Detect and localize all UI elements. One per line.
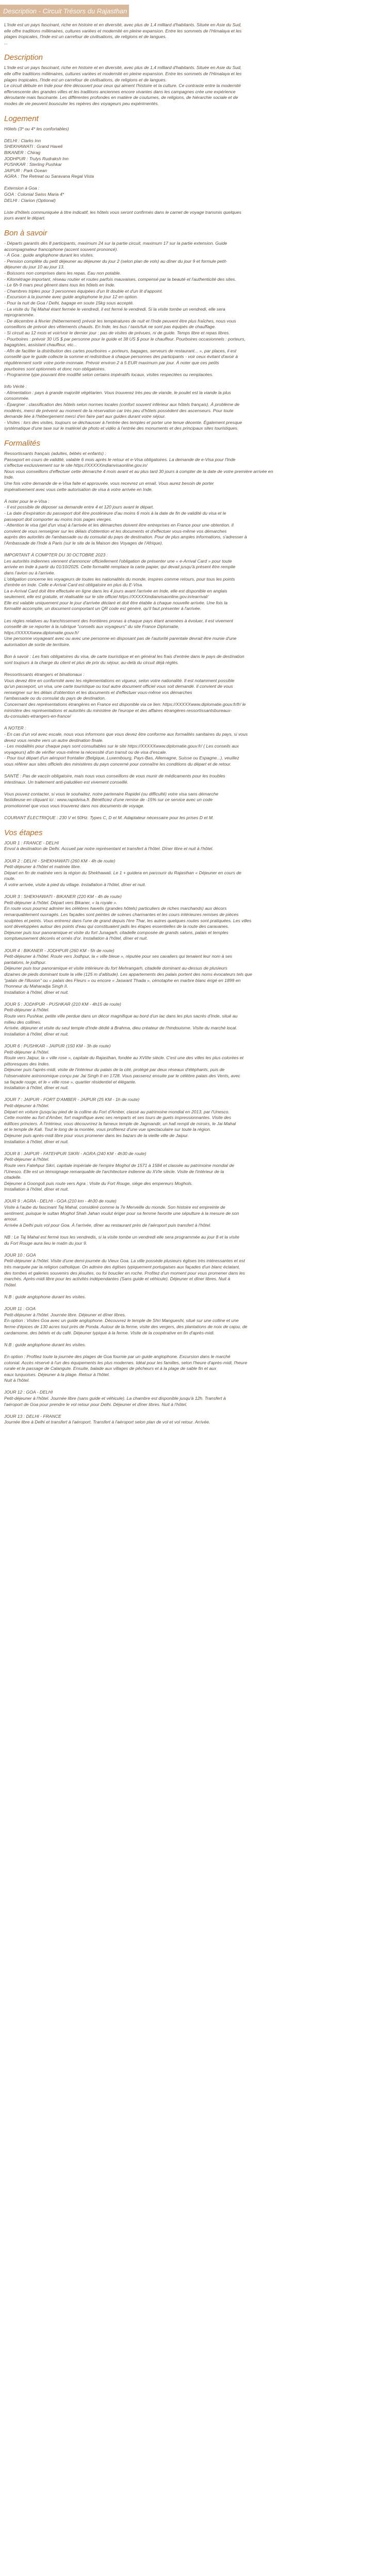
- text-line: Déjeuner puis tour panoramique et visite du fort Junagarh, citadelle composée de grands salons, palais et temples: [4, 929, 229, 935]
- text-line: PUSHKAR : Sterling Pushkar: [4, 162, 62, 167]
- text-line: JOUR 4 : BIKANER - JODHPUR (260 KM - 5h de route): [4, 947, 115, 953]
- text-line: https://XXXXXwww.diplomatie.gouv.fr/: [4, 630, 79, 635]
- banner-title: Description - Circuit Trésors du Rajasthan et extension Goa ***: [3, 7, 190, 15]
- text-line: citadelle.: [4, 1175, 22, 1180]
- text-line: Petit-déjeuner à l'hôtel.: [4, 1049, 50, 1055]
- text-line: Installation à l'hôtel, dîner et nuit.: [4, 1139, 69, 1144]
- text-line: En route vous pourrez admirer les célèbres havelis (grandes hôtels) particuliers de riches marchands) aux décors: [4, 906, 227, 911]
- text-line: remarquablement ouvragés. Les façades sont peintes de scènes charmantes et les cours intérieures remises de pièces: [4, 911, 239, 917]
- text-line: colonial. Accès réservé à l'un des équipements les plus modernes. Idéal pour les familles, selon l'heure d'après-midi, l'heure: [4, 1360, 248, 1365]
- text-line: JOUR 10 : GOA: [4, 1252, 36, 1258]
- text-line: bagagistes, assistant chauffeur, etc...: [4, 342, 77, 348]
- text-block: [4, 840, 387, 1426]
- text-line: JOUR 11 : GOA: [4, 1306, 36, 1312]
- blank-line: [4, 1288, 387, 1294]
- text-line: sentiment, puisque le sultan Moghol Shah Jahan voulut ériger pour sa femme favorite une sépulture à la mesure de son: [4, 1210, 239, 1216]
- text-line: l'ambassade ou du consulat du pays de destination.: [4, 696, 106, 701]
- text-line: Visite à l'aube du fascinant Taj Mahal, considéré comme la 7e Merveille du monde. Son histoire est empreinte de: [4, 1205, 225, 1210]
- text-line: Une personne voyageant avec ou avec une personne en disposant pas de l'autorité parentale devrait être munie d'une: [4, 636, 237, 641]
- text-block: [4, 126, 387, 222]
- text-line: devez vous rendre vers un autre destination finale.: [4, 737, 104, 743]
- text-line: pourboires sont optionnels et donc non obligatoires.: [4, 366, 106, 371]
- text-line: Nous vous conseillons d'effectuer cette démarche 4 mois avant et au plus tard 30 jours à compter de la date de votre première arrivée en: [4, 468, 273, 474]
- text-line: JOUR 3 : SHEKHAWATI - BIKANER (220 KM - 4h de route): [4, 894, 122, 900]
- blank-line: [4, 204, 387, 210]
- text-line: accompagnateur francophone (accent souvent prononcé).: [4, 246, 118, 252]
- blank-line: [4, 1408, 387, 1414]
- blank-line: [4, 1300, 387, 1307]
- text-line: Journée libre à Delhi et transfert à l'aéroport. Transfert à l'aéroport selon plan de vol et vol retour. Arrivée.: [4, 1419, 210, 1425]
- text-line: JOUR 1 : FRANCE - DELHI: [4, 840, 59, 845]
- text-line: - Il est possible de déposer sa demande entre 4 et 120 jours avant le départ.: [4, 504, 154, 510]
- text-line: Petit-déjeuner à l'hôtel. Journée libre (sans guide et véhicule). La chambre est disponible jusqu'à 12h. Transfert à: [4, 1396, 226, 1401]
- text-line: auprès des autorités de l'ambassade ou du consulat du pays de destination. Pour de plus amples informations, s'adresser à: [4, 534, 247, 540]
- blank-line: [4, 1037, 387, 1043]
- text-line: Déjeuner puis l'après-midi, visite de l'intérieur du palais de la cité, protégé par deux réseaux d'éléphants, puis de: [4, 1067, 225, 1073]
- text-line: - Afin de faciliter la distribution des cartes pourboires « porteurs, bagages, serveurs de restaurant... », par places, il est: [4, 348, 237, 353]
- text-line: - Kilométrage important, réseau routier et routes parfois mauvaises, compensé par la beauté et l'authenticité des sites.: [4, 276, 236, 282]
- text-line: d'entrée en Inde. Celle e-Arrival Card est obligatoire en plus du E-Visa.: [4, 582, 143, 588]
- text-line: Nuit à l'hôtel.: [4, 1378, 30, 1383]
- text-line: Info Vérité :: [4, 384, 27, 389]
- text-line: - Pour la nuit de Goa / Delhi, bagage en soute 15kg sous accepté.: [4, 300, 134, 306]
- text-line: - Le 6h-9 mars peut gênent dans tous les hôtels en Inde.: [4, 282, 116, 288]
- text-line: conseillé de se reporter à la rubrique "conseils aux voyageurs" du site France Diplomatie,: [4, 624, 180, 630]
- text-line: Hôtels (3* ou 4* les confortables): [4, 126, 69, 131]
- blank-line: [4, 995, 387, 1002]
- text-line: - Pour tout départ d'un aéroport frontalier (Belgique, Luxembourg, Pays-Bas, Allemagne, Suisse ou Espagne...), veuillez: [4, 755, 239, 761]
- blank-line: [4, 1348, 387, 1354]
- text-line: Route vers Pushkar, petite ville perdue dans un décor magnifique au bord d'un lac dans les plus sacrés d'Inde, situé au: [4, 1013, 238, 1019]
- text-line: passeport doit comporter au moins trois pages vierges.: [4, 516, 112, 522]
- blank-line: [4, 768, 387, 774]
- text-line: ferme d'épices de 130 acres tout près de Ponda. Autour de la ferme, visite des vergers, des plantations de noix de cajou, de: [4, 1324, 248, 1329]
- text-block: [4, 451, 387, 821]
- text-line: JOUR 13 : DELHI - FRANCE: [4, 1413, 61, 1419]
- text-line: Vous pouvez contacter, si vous le souhaitez, notre partenaire Rapidel (ou difficulté) votre visa sans démarche: [4, 791, 219, 796]
- text-line: Cette montée au fort d'Amber, fort magnifique avec ses remparts et ses tours de guets impressionnantes. Visite des: [4, 1115, 231, 1121]
- text-line: et le temple de Kali. Tout le long de la montée, vous profiterez d'une vue spectaculaire sur toute la région.: [4, 1127, 211, 1132]
- section-title: Bon à savoir: [4, 229, 47, 238]
- text-line: En option : Visites Goa avec un guide anglophone. Découvrez le temple de Shri Mangueshi, situé sur une colline et une: [4, 1318, 239, 1324]
- text-line: systématique d'une taxe sur le matériel de photo et vidéo à l'entrée des monuments et des principaux sites touristiques.: [4, 426, 239, 431]
- text-line: Le circuit débute en Inde pour être découvert pour ceux qui aiment l'histoire et la culture. Ce contraste entre la modernité: [4, 83, 241, 89]
- text-line: Route vers Jaipur, la « ville rose », capitale du Rajasthan, fondée au XVIIIe siècle. C'est une des villes les plus colorées et: [4, 1055, 244, 1061]
- text-line: sont développées autour des points d'eau qui constituaient jadis les étapes essentielles de la route des caravanes.: [4, 924, 229, 929]
- text-line: Installation à l'hôtel, dîner et nuit.: [4, 1031, 69, 1037]
- text-line: consommée.: [4, 396, 30, 401]
- blank-line: [4, 1145, 387, 1151]
- text-line: déjeuner du jour 10 au jour 13.: [4, 264, 65, 270]
- text-line: - La visite du Taj Mahal étant fermée le vendredi, il est fermé le vendredi. Si la visite tombe un vendredi, elle sera: [4, 306, 225, 312]
- text-line: Bon à savoir : Les frais obligatoires du visa, de carte touristique et en général les frais d'entrée dans le pays de destination: [4, 654, 245, 659]
- text-block: [4, 65, 387, 107]
- text-line: régulièrement sortir votre porte-monnaie. Prévoir environ 2 à 5 EUR maximum par jour. À noter que ces petits: [4, 360, 219, 365]
- text-line: l'Unesco. Elle est un témoignage remarquable de l'architecture indienne du XVIe siècle. Visite de l'intérieur de la: [4, 1168, 224, 1174]
- text-line: - Si circuit au 12 mois et voir/voir le dernier jour : pas de visites de prévues, ni de guide. Temps libre et repas libres.: [4, 330, 230, 335]
- text-line: Extension à Goa :: [4, 185, 40, 191]
- text-line: vous référer aux sites officiels des ministères du pays concerné pour connaître les conditions du départ et de retour.: [4, 761, 232, 767]
- text-line: Vous devez être en conformité avec les réglementations en vigueur, selon votre nationalité. Il est notamment possible: [4, 677, 235, 683]
- text-line: Départ en voiture (jusqu'au pied de la colline du Fort d'Amber, classé au patrimoine mondial en 2013, par l'Unesco.: [4, 1109, 230, 1114]
- text-line: sa façade rouge, et le « ville rose », quartier résidentiel et élégante.: [4, 1079, 137, 1084]
- blank-line: [4, 852, 387, 858]
- text-line: eaux turquoises. Déjeuner à la plage. Retour à l'hôtel.: [4, 1371, 110, 1377]
- text-line: pantalons, le jodhpur.: [4, 959, 46, 965]
- section-title: Formalités: [4, 439, 41, 448]
- blank-line: [4, 666, 387, 672]
- text-line: Ressortissants français (adultes, bébés et enfants) :: [4, 451, 106, 456]
- blank-line: [4, 132, 387, 138]
- text-line: Départ en fin de matinée vers la région du Shekhawati. Le 1 + guidera en parcourir du Rajasthan « Déjeuner en cours de: [4, 870, 241, 875]
- text-line: - Alimentation : pays à grande majorité végétarien. Vous trouverez très peu de viande, le poulet est la viande la plus: [4, 389, 231, 395]
- text-line: l'aéroport de Goa pour prendre le vol retour pour Delhi. Déjeuner et dîner libres. Nuit à l'hôtel.: [4, 1401, 187, 1407]
- text-line: amour.: [4, 1216, 18, 1222]
- text-line: somptueusement décorés et ornés d'or. Installation à l'hôtel, dîner et nuit.: [4, 936, 148, 941]
- text-line: l'observatoire astronomique conçu par Jai Singh II en 1728. Vous passerez ensuite par le célèbre palais des Vents, avec: [4, 1073, 240, 1078]
- text-line: Les autorités indiennes viennent d'annoncer officiellement l'obligation de présenter une « e-Arrival Card » pour toute: [4, 558, 232, 564]
- text-line: Déjeuner puis après-midi libre pour vous promener dans les bazars de la vieille ville de Jaipur.: [4, 1132, 189, 1138]
- text-line: reprogrammée.: [4, 312, 35, 318]
- text-line: - Chambres triples pour 3 personnes équipées d'un lit double et d'un lit d'appoint.: [4, 288, 163, 294]
- text-line: édifices princiers. À l'intérieur, vous découvrirez la fameux temple de Jagmandir, un hall rempli de miroirs, le Jai Mahal: [4, 1121, 236, 1126]
- text-line: Envol à destination de Delhi. Accueil par notre représentant et transfert à l'hôtel. Dîner libre et nuit à l'hôtel.: [4, 846, 214, 852]
- text-line: des tombes et galeries souvenirs des jésuites, ou foi bouclier en roche. Profitez d'un moment pour vous promener dans les: [4, 1270, 245, 1276]
- text-line: rurale et le passage de Calangute. Ensuite, balade aux villages de pêcheurs et à la plage de sable fin et aux: [4, 1366, 217, 1371]
- text-line: dizaines de pieds dominant toute la ville (125 m d'altitude). Les appartements des palais portent des noms évocateurs tels que: [4, 971, 252, 977]
- text-line: Liste d'hôtels communiquée à titre indicatif, les hôtels vous seront confirmés dans le carnet de voyage transmis quelques: [4, 209, 241, 215]
- blank-line: [4, 180, 387, 186]
- text-line: A NOTER :: [4, 725, 26, 731]
- text-line: - Épargner : classification des hôtels selon normes locales (confort souvent inférieur aux hôtels français). À problème de: [4, 402, 240, 408]
- text-line: Petit-déjeuner à l'hôtel. Départ vers Bikaner, « la royale ».: [4, 900, 118, 905]
- blank-line: [4, 1384, 387, 1390]
- text-line: Installation à l'hôtel, dîner et nuit.: [4, 1085, 69, 1091]
- text-line: - La date d'expiration du passeport doit être postérieure d'au moins 6 mois à la date de fin de validité du visa et le: [4, 510, 226, 516]
- text-line: l'Ambassade de l'Inde à Paris (sur le site de la Maison des Voyages de l'Afrique).: [4, 540, 163, 546]
- text-line: Arrivée à Delhi puis vol pour Goa. À l'arrivée, dîner au restaurant près de l'aéroport puis transfert à l'hôtel.: [4, 1222, 211, 1228]
- blank-line: [4, 612, 387, 618]
- text-line: - Attention le visa (gel d'un visa) à l'arrivée et les démarches doivent être entreprises en France pour une obtention. Il: [4, 522, 234, 528]
- text-line: DELHI : Clarion (Optional): [4, 197, 56, 203]
- text-line: JOUR 12 : GOA - DELHI: [4, 1389, 53, 1395]
- text-line: formalité accomplie, un document comportant un QR code est généré, qu'il faut présenter à l'arrivée.: [4, 606, 202, 612]
- text-line: - Départs garantis dès 8 participants, maximum 24 sur la partie circuit, maximum 17 sur la partie extension. Guide: [4, 241, 227, 246]
- text-line: Installation à l'hôtel, dîner et nuit.: [4, 1187, 69, 1192]
- text-line: qu'un passeport, un visa, une carte touristique ou tout autre document officiel vous soit demandé. Il convient de vous: [4, 684, 233, 689]
- text-line: L'Inde est un pays fascinant, riche en histoire et en diversité, avec plus de 1,4 milliard d'habitants. Située en Asie du Sud,: [4, 22, 242, 27]
- text-line: cardamome, des bétels et du café. Déjeuner typique à la ferme. Visite de la coopérative en fin d'après-midi.: [4, 1330, 215, 1335]
- text-line: - Boissons non comprises dans les repas. Eau non potable.: [4, 270, 121, 276]
- text-line: modes de vie peuvent bousculer les repères des voyageurs peu expérimentés.: [4, 100, 159, 106]
- text-line: Ressortissants étrangers et binationaux :: [4, 672, 85, 677]
- text-line: - À Goa : guide anglophone durant les visites.: [4, 252, 94, 258]
- text-line: - Visites : lors des visites, toujours se déchausser à l'entrée des temples et porter une tenue décente. Également presque: [4, 419, 242, 425]
- text-line: seulement, elle est gratuite, et réalisable sur le site officiel https://XXXXXindianvisaonline.gov.in/earrival/: [4, 594, 208, 600]
- section-title: Logement: [4, 114, 39, 123]
- text-line: - Les modalités pour chaque pays sont consultables sur le site https://XXXXXwww.diplomatie.gouv.fr/ ( Les conseils aux: [4, 743, 239, 749]
- text-line: Déjeuner puis tour panoramique et visite intérieure du fort Mehrangarh, citadelle dominant au-dessus de plusieurs: [4, 965, 227, 971]
- text-line: JAIPUR : Park Ocean: [4, 167, 47, 173]
- text-line: AGRA : The Retreat ou Saravana Regal Vista: [4, 174, 94, 179]
- text-line: ...: [4, 40, 8, 45]
- text-line: - Programme type pouvant être modifié selon certains impératifs locaux, visites respectées ou remplacées.: [4, 372, 214, 378]
- text-line: JODHPUR : Trulys Rudraksh Inn: [4, 156, 69, 161]
- text-line: voyageurs) afin de vérifier vous-même la nécessité d'un transit ou de visa d'escale.: [4, 749, 167, 755]
- text-line: Petit-déjeuner à l'hôtel.: [4, 1157, 50, 1162]
- blank-line: [4, 1193, 387, 1199]
- text-line: elle offre traditions millénaires, cultures variées et modernité en pleine expansion. Entre les sommets de l'Himalaya et les: [4, 28, 242, 33]
- text-line: Petit-déjeuner à l'hôtel.: [4, 1103, 50, 1108]
- text-line: s'effectue exclusivement sur le site https://XXXXXindianvisaonline.gov.in/: [4, 463, 148, 468]
- text-line: N.B : guide anglophone durant les visites.: [4, 1294, 86, 1299]
- text-line: intestinaux. Un traitement anti-paludéen est vivement conseillé.: [4, 779, 128, 785]
- text-line: route.: [4, 876, 15, 882]
- text-line: conseillons de prévoir des vêtements chauds. En Inde, les bus / taxis/tuk ne sont pas équipés de chauffage.: [4, 324, 216, 330]
- text-line: JOUR 8 : JAIPUR - FATEHPUR SIKRI - AGRA (240 KM - 4h30 de route): [4, 1150, 146, 1156]
- text-line: Une fois votre demande de e-Visa faite et approuvée, vous recevrez un email. Vous aurez besoin de porter: [4, 481, 214, 486]
- text-line: Route vers Fatehpur Sikri, capitale impériale de l'empire Moghol de 1571 à 1584 et classée au patrimoine mondial de: [4, 1162, 234, 1168]
- text-line: - Pension complète du petit déjeuner au déjeuner du jour 2 (selon plan de vols) au dîner du jour 9 et formule petit-: [4, 258, 227, 264]
- text-line: DELHI : Clarks Inn: [4, 138, 41, 143]
- text-line: milieu des collines.: [4, 1019, 42, 1025]
- text-line: plages tropicales, l'Inde est un carrefour de civilisations, de religions et de langues.: [4, 77, 167, 82]
- blank-line: [4, 888, 387, 894]
- text-line: - En cas d'un vol avec escale, nous vous informons que vous devez être conforme aux formalités sanitaires du pays, si vous: [4, 731, 248, 737]
- section-title: Description: [4, 53, 43, 62]
- text-line: jours avant le départ.: [4, 215, 46, 221]
- blank-line: [4, 785, 387, 791]
- text-line: sont toujours à la charge du client et plus de prix du séjour, au-delà du circuit déjà réglés.: [4, 659, 179, 665]
- text-line: L'obligation concerne les voyageurs de toutes les nationalités du monde, inspires comme retours, pour tous les points: [4, 576, 235, 582]
- text-line: N.B : guide anglophone durant les visites.: [4, 1342, 86, 1347]
- text-line: du-consulats-etrangers-en-france/: [4, 714, 71, 719]
- text-line: très marquée par la religion catholique. On admire des églises typiquement portugaises aux façades d'un blanc éclatant,: [4, 1264, 240, 1269]
- text-line: convient de vous renseigner sur les délais d'obtention et les documents et d'effectuer vous-même vos démarches: [4, 528, 227, 534]
- text-line: arrivée en Inde à partir du 01/10/2025. Cette formalité remplace la carte papier, qui devait jusqu'à présent être remplie: [4, 564, 236, 570]
- text-line: Déjeuner à Goongoli puis route vers Agra : Visite du Fort Rouge, siège des empereurs Moghols.: [4, 1180, 193, 1186]
- text-line: Petit-déjeuner à l'hôtel.: [4, 1007, 50, 1013]
- text-line: SHEKHAWATI : Grand Haveli: [4, 144, 63, 149]
- text-line: À votre arrivée, visite à pied du village. Installation à l'hôtel, dîner et nuit.: [4, 882, 146, 887]
- text-line: dans l'avion ou à l'arrivée.: [4, 570, 55, 575]
- text-block: [4, 241, 387, 432]
- text-line: COURANT ÉLECTRIQUE : 230 V et 50Hz. Types C, D et M. Adaptateur nécessaire pour les prises D et M.: [4, 815, 214, 821]
- blank-line: [4, 547, 387, 553]
- text-line: effervescente des grandes villes et les traditions anciennes encore vivantes dans les campagnes crée une expérience: [4, 89, 236, 94]
- text-line: - Pourboires : prévoir 30 US $ par personne pour le guide et 38 US $ pour le chauffeur. Pourboires occasionnels : porteurs,: [4, 336, 246, 342]
- text-line: Les règles relatives au franchissement des frontières pronas à chaque pays étant amenées à évoluer, il est vivement: [4, 618, 233, 623]
- text-line: l'honneur du Maharadja Singh II.: [4, 984, 68, 989]
- text-line: SANTÉ : Pas de vaccin obligatoire, mais nous vous conseillons de vous munir de médicaments pour les troubles: [4, 773, 225, 779]
- text-line: Petit-déjeuner à l'hôtel. Journée libre. Déjeuner et dîner libres.: [4, 1312, 126, 1317]
- text-line: JOUR 5 : JODHPUR - PUSHKAR (210 KM - 4h15 de route): [4, 1001, 121, 1007]
- section-title: Vos étapes: [4, 828, 43, 837]
- text-line: promotionnel que vous vous trouverez dans nos documents de voyage.: [4, 803, 144, 809]
- blank-line: [4, 648, 387, 654]
- text-line: JOUR 2 : DELHI - SHEKHAWATI (260 KM - 4h de route): [4, 858, 116, 863]
- blank-line: [4, 1091, 387, 1097]
- text-line: La e-Arrival Card doit être effectuée en ligne dans les 4 jours avant l'arrivée en Inde, elle est disponible en anglais: [4, 588, 227, 594]
- text-line: À noter pour le e-Visa :: [4, 498, 50, 504]
- text-line: Petit-déjeuner à l'hôtel. Route vers Jodhpur, la « ville bleue », réputée pour ses cavaliers qui tenaient leur nom à ses: [4, 954, 233, 959]
- text-line: autorisation de sortie de territoire.: [4, 642, 71, 648]
- text-line: marchés. Après-midi libre pour les activités indépendantes (Sans guide et véhicule). Déjeuner et dîner libres. Nuit à: [4, 1276, 231, 1282]
- blank-line: [4, 942, 387, 948]
- text-line: Arrivée, déjeuner et visite du seul temple d'Inde dédié à Brahma, dieu créateur de l'hindouisme. Visite du marché local.: [4, 1025, 237, 1031]
- text-line: impérativement avec vous cette autorisation de visa à votre arrivée en Inde.: [4, 486, 153, 492]
- text-line: pittoresques des Indes.: [4, 1061, 50, 1066]
- text-line: renseigner sur les délais d'obtention et les documents et d'effectuer vous-même vos démarches: [4, 689, 192, 695]
- text-line: elle offre traditions millénaires, cultures variées et modernité en pleine expansion. Entre les sommets de l'Himalaya et les: [4, 71, 242, 76]
- text-line: Concernant des représentations étrangères en France est disponible via ce lien: https://XXXXXwww.diplomatie.gouv.fr/fr/ le: [4, 701, 246, 707]
- text-line: "palais de l'illusion" ou « palais des Fleurs » ou encore « Jaswant Thada », cénotaphe en marbre blanc érigé en 1899 en: [4, 977, 241, 983]
- text-line: BIKANER : Chirag: [4, 149, 41, 155]
- blank-line: [4, 378, 387, 384]
- blank-line: [4, 809, 387, 816]
- text-line: plages tropicales, l'Inde est un carrefour de civilisations, de religions et de langues.: [4, 34, 167, 40]
- text-line: l'hôtel.: [4, 1282, 17, 1287]
- blank-line: [4, 720, 387, 726]
- text-line: Passeport en cours de validité, valable 6 mois après le retour et e-Visa obligatoires. La demande de e-Visa pour l'Inde: [4, 456, 236, 462]
- text-line: du Fort Rouge aura lieu le matin du jour 9.: [4, 1240, 87, 1246]
- blank-line: [4, 1228, 387, 1234]
- text-line: Petit-déjeuner à l'hôtel et matinée libre.: [4, 864, 81, 870]
- content: [0, 17, 391, 1426]
- text-line: Inde.: [4, 474, 14, 480]
- text-line: modérés, merci de prévenir au moment de la réservation car très peu d'hôtels possèdent des ascenseurs. Pour toute: [4, 408, 234, 413]
- text-line: fastidieuse en cliquant ici : www.rapidvisa.fr. Bénéficiez d'une remise de -15% sur ce service avec un code: [4, 797, 213, 803]
- text-line: L'Inde est un pays fascinant, riche en histoire et en diversité, avec plus de 1,4 milliard d'habitants. Située en Asie du Sud,: [4, 65, 242, 71]
- text-line: JOUR 9 : AGRA - DELHI - GOA (210 km - 4h30 de route): [4, 1198, 117, 1204]
- text-line: JOUR 6 : PUSHKAR - JAIPUR (150 KM - 3h de route): [4, 1043, 111, 1049]
- text-line: - De décembre à février (hébernement) prévoir les températures de nuit et l'Inde peuvent être plus fraîches, nous vous: [4, 318, 236, 324]
- text-line: En option : Profitez toute la journée des plages de Goa fournie par un guide anglophone. Excursion dans le marché: [4, 1353, 231, 1359]
- text-line: demande liée à l'hébergement merci d'en faire part aux guides durant votre séjour.: [4, 414, 166, 419]
- text-line: Petit-déjeuner à l'hôtel. Visite d'une demi-journée du Vieux Goa. La ville possède plusieurs églises très intéressantes et est: [4, 1258, 245, 1264]
- text-line: JOUR 7 : JAIPUR - FORT D'AMBER - JAIPUR (25 KM - 1h de route): [4, 1097, 140, 1103]
- text-line: déroutante mais fascinante. Les différentes profondes en matière de coutumes, de religions, de hiérarchie sociale et de: [4, 95, 238, 100]
- blank-line: [4, 1336, 387, 1342]
- text-line: - Excursion à la journée avec guide anglophone le jour 12 en option.: [4, 294, 138, 300]
- blank-line: [4, 1246, 387, 1252]
- blank-line: [4, 493, 387, 499]
- text-line: Installation à l'hôtel, dîner et nuit.: [4, 989, 69, 995]
- description-banner: [0, 5, 190, 17]
- text-line: ministère des représentations et autorités du ministère de l'europe et des affaires étrangères-ressortissantsbureaux-: [4, 707, 232, 713]
- text-line: IMPORTANT À COMPTER DU 30 OCTOBRE 2023 :: [4, 552, 108, 558]
- text-line: conseillé que le guide collecte la somme et redistribue à chaque personnes des participants - voir ceux évitant d'avoir à: [4, 354, 238, 360]
- text-line: GOA : Colonial Swiss Maria 4*: [4, 192, 64, 197]
- text-line: NB : Le Taj Mahal est fermé tous les vendredis, si la visite tombe un vendredi elle sera programmée au jour 8 et la visite: [4, 1234, 239, 1240]
- text-block: [4, 22, 387, 46]
- text-line: sculptées et peints. Vous entrerez dans l'une de grand depuis l'ère Thar, les autres quelques routes sont pratiquées. Les villes: [4, 918, 252, 923]
- text-line: Elle est valable uniquement pour le jour d'arrivée déclaré et doit être établie à chaque nouvelle arrivée. Une fois la: [4, 600, 228, 605]
